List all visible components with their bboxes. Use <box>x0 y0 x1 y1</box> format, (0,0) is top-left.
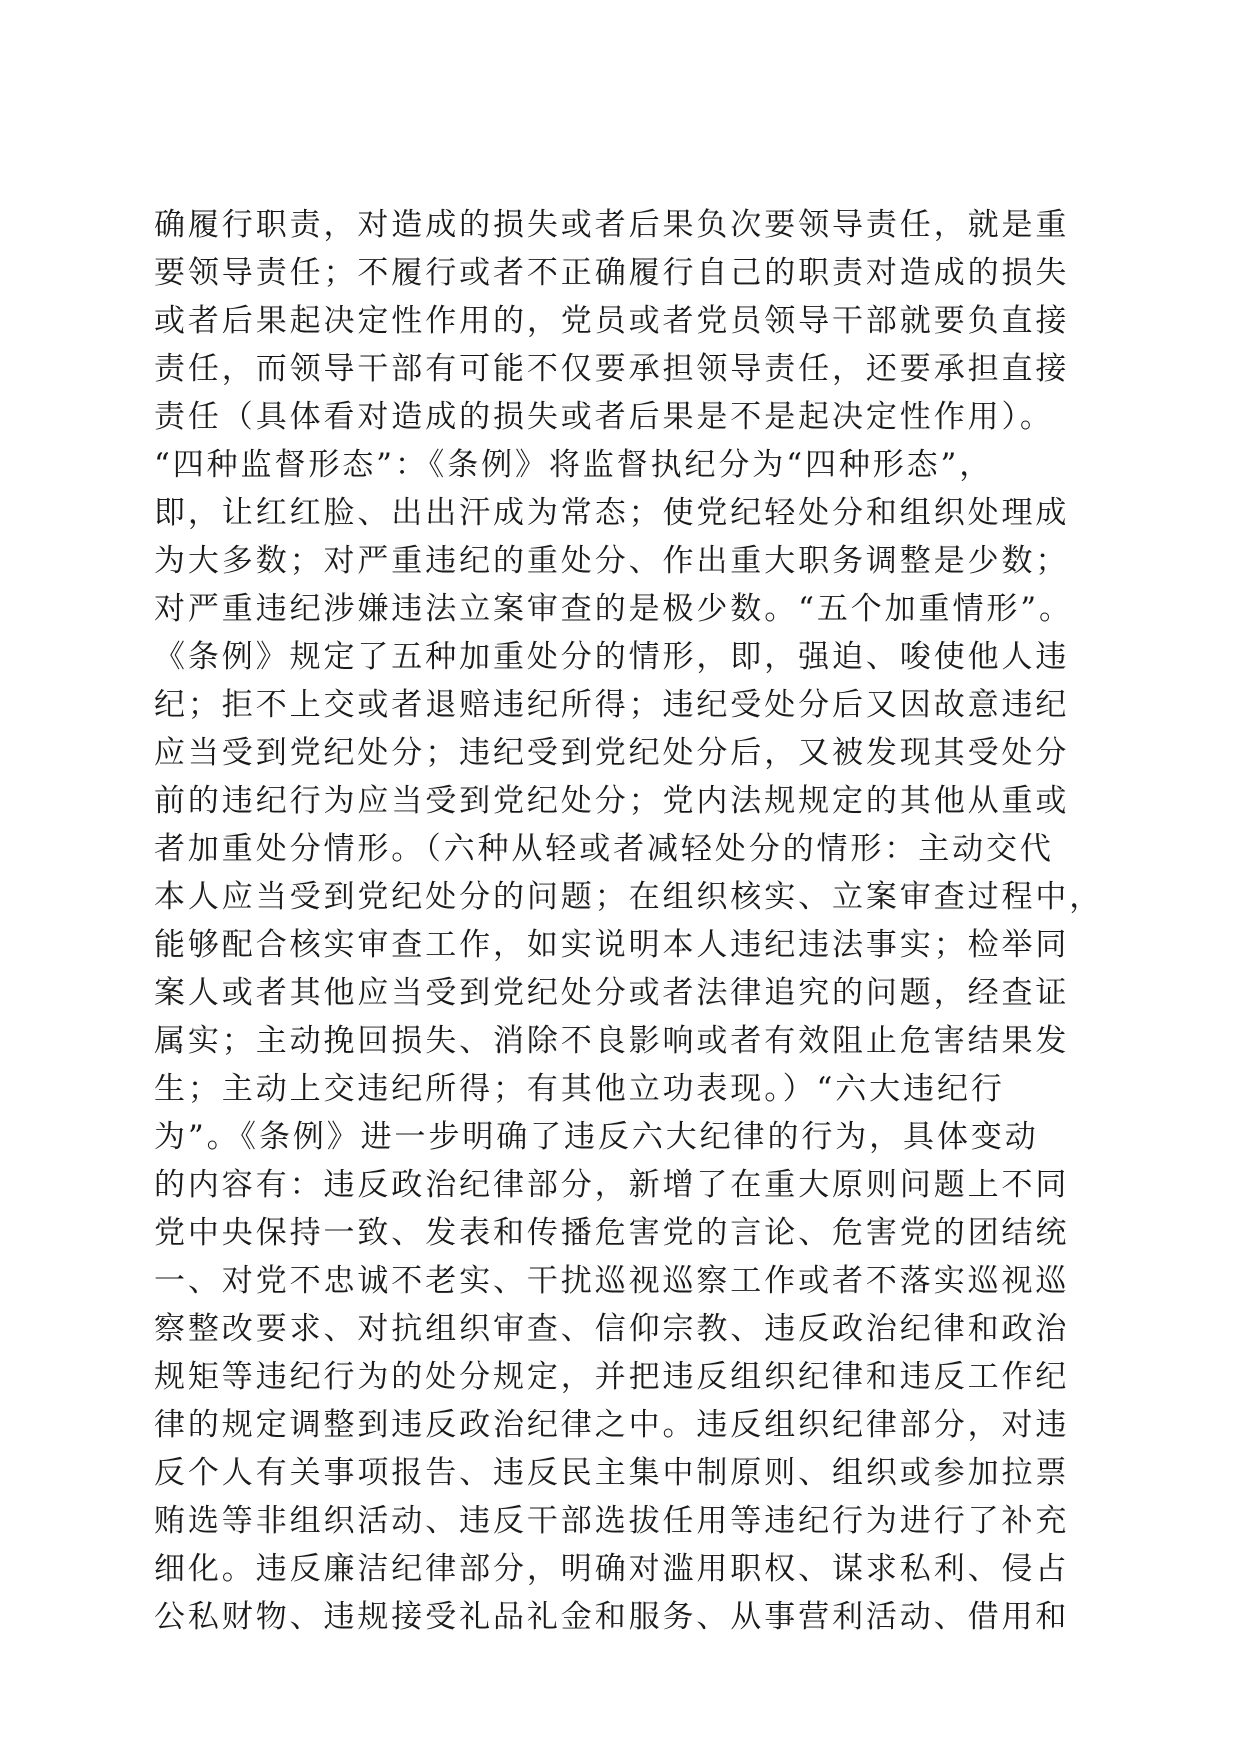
text-line: 反个人有关事项报告、违反民主集中制原则、组织或参加拉票 <box>154 1455 1070 1491</box>
text-line: 对严重违纪涉嫌违法立案审查的是极少数。“五个加重情形”。 <box>154 591 1073 627</box>
text-line: 者加重处分情形。（六种从轻或者减轻处分的情形：主动交代 <box>154 831 1054 867</box>
text-line: 《条例》规定了五种加重处分的情形，即，强迫、唆使他人违 <box>154 639 1070 675</box>
text-line: 公私财物、违规接受礼品礼金和服务、从事营利活动、借用和 <box>154 1599 1070 1635</box>
text-line: 责任（具体看对造成的损失或者后果是不是起决定性作用）。 <box>154 399 1054 435</box>
text-line: 的内容有：违反政治纪律部分，新增了在重大原则问题上不同 <box>154 1167 1070 1203</box>
text-line: 为”。《条例》进一步明确了违反六大纪律的行为，具体变动 <box>154 1119 1039 1155</box>
text-line: 案人或者其他应当受到党纪处分或者法律追究的问题，经查证 <box>154 975 1070 1011</box>
text-line: 应当受到党纪处分；违纪受到党纪处分后，又被发现其受处分 <box>154 735 1070 771</box>
text-line: 党中央保持一致、发表和传播危害党的言论、危害党的团结统 <box>154 1215 1070 1251</box>
text-line: 责任，而领导干部有可能不仅要承担领导责任，还要承担直接 <box>154 351 1070 387</box>
text-line: 属实；主动挽回损失、消除不良影响或者有效阻止危害结果发 <box>154 1023 1070 1059</box>
text-line: 即，让红红脸、出出汗成为常态；使党纪轻处分和组织处理成 <box>154 495 1070 531</box>
text-line: 要领导责任；不履行或者不正确履行自己的职责对造成的损失 <box>154 255 1070 291</box>
text-line: 确履行职责，对造成的损失或者后果负次要领导责任，就是重 <box>154 207 1070 243</box>
text-line: 能够配合核实审查工作，如实说明本人违纪违法事实；检举同 <box>154 927 1070 963</box>
body-text <box>154 201 1104 1641</box>
text-line: 纪；拒不上交或者退赔违纪所得；违纪受处分后又因故意违纪 <box>154 687 1070 723</box>
text-line: 律的规定调整到违反政治纪律之中。违反组织纪律部分，对违 <box>154 1407 1070 1443</box>
text-line: 或者后果起决定性作用的，党员或者党员领导干部就要负直接 <box>154 303 1070 339</box>
text-line: 为大多数；对严重违纪的重处分、作出重大职务调整是少数； <box>154 543 1070 579</box>
text-line: 前的违纪行为应当受到党纪处分；党内法规规定的其他从重或 <box>154 783 1070 819</box>
text-line: “四种监督形态”：《条例》将监督执纪分为“四种形态”， <box>154 447 994 483</box>
text-line: 本人应当受到党纪处分的问题；在组织核实、立案审查过程中， <box>154 879 1104 915</box>
text-line: 一、对党不忠诚不老实、干扰巡视巡察工作或者不落实巡视巡 <box>154 1263 1070 1299</box>
text-line: 察整改要求、对抗组织审查、信仰宗教、违反政治纪律和政治 <box>154 1311 1070 1347</box>
text-line: 生；主动上交违纪所得；有其他立功表现。）“六大违纪行 <box>154 1071 1005 1107</box>
text-line: 细化。违反廉洁纪律部分，明确对滥用职权、谋求私利、侵占 <box>154 1551 1070 1587</box>
text-line: 规矩等违纪行为的处分规定，并把违反组织纪律和违反工作纪 <box>154 1359 1070 1395</box>
text-line: 贿选等非组织活动、违反干部选拔任用等违纪行为进行了补充 <box>154 1503 1070 1539</box>
